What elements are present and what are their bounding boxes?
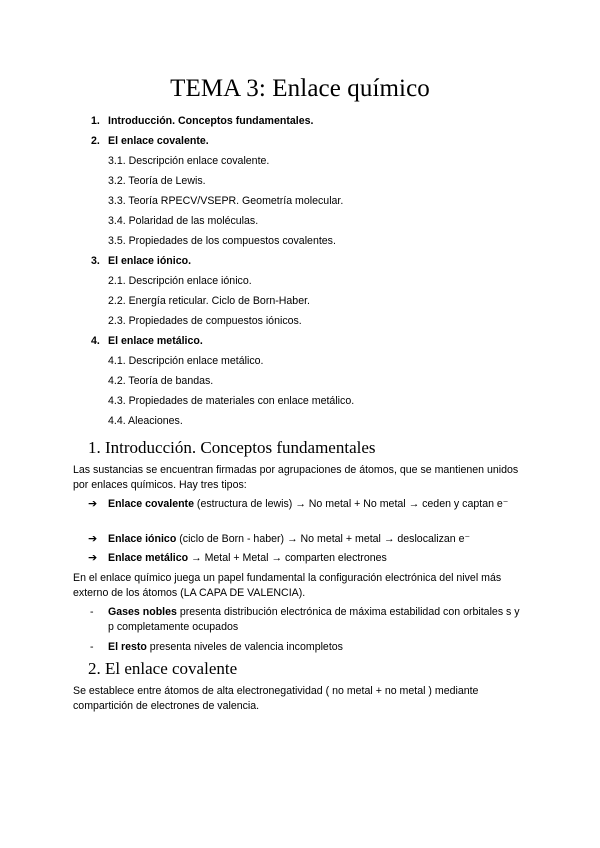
toc-subitem-label: 4.3. Propiedades de materiales con enlace metálico. [108,395,355,407]
toc-subitem [0,352,600,372]
toc-item-2 [0,132,600,152]
toc-item-3 [0,252,600,272]
section-1-heading: 1. Introducción. Conceptos fundamentales [88,438,376,457]
dash-item-desc: presenta niveles de valencia incompletos [146,641,343,653]
toc-subitem-label: 2.1. Descripción enlace iónico. [108,275,252,287]
dash-item-desc: presenta distribución electrónica de máxima estabilidad con orbitales s y p completamente ocupados [108,606,520,633]
arrow-bullet-icon: ➔ [88,533,98,545]
toc-subitem [0,312,600,332]
toc-subitem [0,172,600,192]
toc-subitem [0,232,600,252]
dash-item-text [108,605,528,635]
dash-item-text [108,640,528,655]
toc-item-number: 1. [91,115,100,127]
toc-item-number: 3. [91,255,100,267]
dash-item-term: El resto [108,641,147,653]
bond-type-name: Enlace metálico [108,552,189,564]
toc-subitem-label: 4.1. Descripción enlace metálico. [108,355,264,367]
toc-subitem-label: 4.4. Aleaciones. [108,415,183,427]
toc-subitem [0,392,600,412]
toc-subitem [0,372,600,392]
toc-item-number: 2. [91,135,100,147]
section-2-heading: 2. El enlace covalente [88,659,238,678]
toc-item-label: El enlace iónico. [108,255,192,267]
valence-paragraph: En el enlace químico juega un papel fundamental la configuración electrónica del nivel más externo de los átomos (LA CAPA DE VALENCIA). [73,572,502,599]
dash-bullet: - [90,606,94,618]
bond-type-name: Enlace covalente [108,498,194,510]
document-title: TEMA 3: Enlace químico [170,75,430,102]
toc-subitem [0,192,600,212]
bond-type-text [108,497,528,512]
arrow-bullet-icon: ➔ [88,552,98,564]
toc-item-label: Introducción. Conceptos fundamentales. [108,115,314,127]
toc-subitem [0,412,600,432]
section-1-intro: Las sustancias se encuentran firmadas por agrupaciones de átomos, que se mantienen unidos por enlaces químicos. Hay tres tipos: [73,464,519,491]
toc-item-4 [0,332,600,352]
table-of-contents [0,112,600,432]
toc-subitem-label: 3.2. Teoría de Lewis. [108,175,206,187]
toc-subitem [0,292,600,312]
bond-type-text [108,532,528,547]
toc-subitem [0,212,600,232]
toc-item-number: 4. [91,335,100,347]
toc-subitem-label: 4.2. Teoría de bandas. [108,375,214,387]
bond-type-name: Enlace iónico [108,533,177,545]
bond-type-desc: (estructura de lewis) → No metal + No metal → ceden y captan e⁻ [193,498,509,510]
toc-subitem-label: 2.3. Propiedades de compuestos iónicos. [108,315,302,327]
toc-subitem-label: 3.4. Polaridad de las moléculas. [108,215,259,227]
toc-subitem-label: 3.3. Teoría RPECV/VSEPR. Geometría molecular. [108,195,344,207]
toc-subitem-label: 3.5. Propiedades de los compuestos covalentes. [108,235,336,247]
bond-type-desc: → Metal + Metal → comparten electrones [188,552,387,564]
arrow-bullet-icon: ➔ [88,498,98,510]
dash-bullet: - [90,641,94,653]
dash-item-term: Gases nobles [108,606,177,618]
section-2-intro: Se establece entre átomos de alta electronegatividad ( no metal + no metal ) mediante compartición de electrones de valencia. [73,685,479,712]
toc-subitem-label: 3.1. Descripción enlace covalente. [108,155,270,167]
bond-type-desc: (ciclo de Born - haber) → No metal + metal → deslocalizan e⁻ [176,533,471,545]
toc-subitem [0,272,600,292]
toc-subitem-label: 2.2. Energía reticular. Ciclo de Born-Haber. [108,295,310,307]
toc-subitem [0,152,600,172]
toc-item-label: El enlace metálico. [108,335,203,347]
toc-item-label: El enlace covalente. [108,135,209,147]
bond-type-text [108,551,528,566]
toc-item-1 [0,112,600,132]
